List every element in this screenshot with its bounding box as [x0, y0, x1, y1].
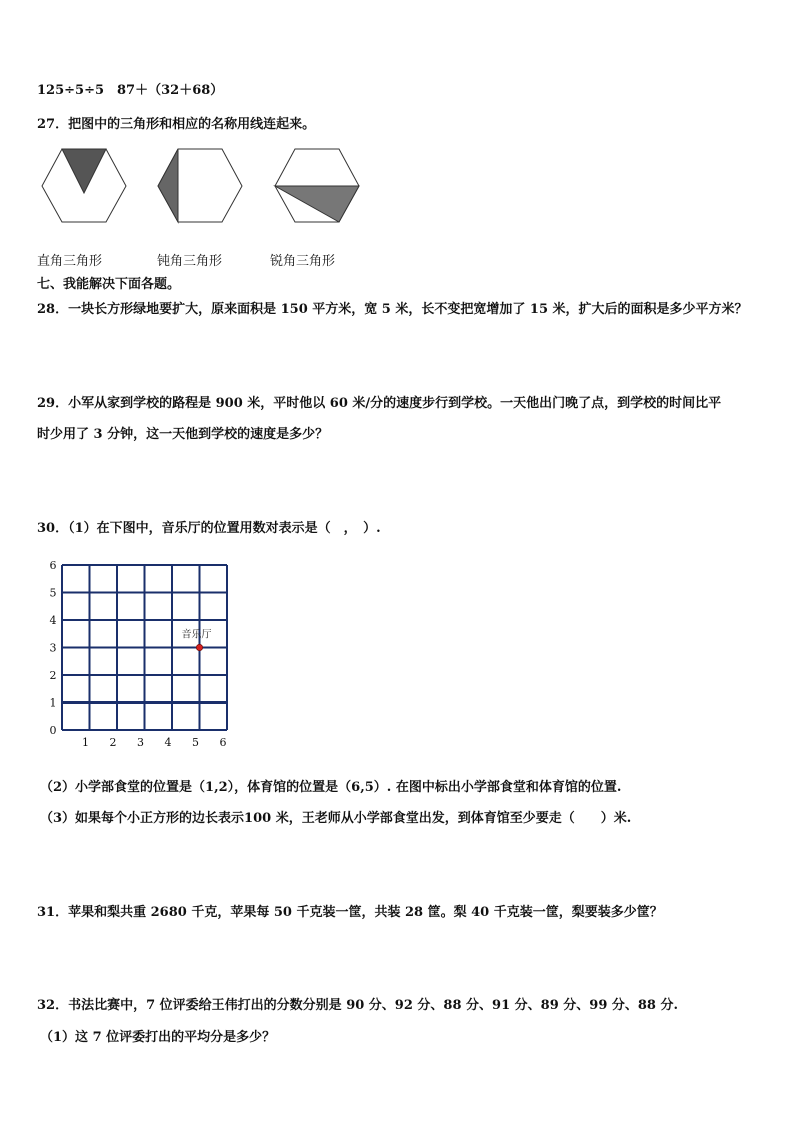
- y-tick-label: 6: [49, 559, 57, 572]
- question-30-part2: （2）小学部食堂的位置是（1,2），体育馆的位置是（6,5）. 在图中标出小学部食堂和体育馆的位置.: [40, 780, 622, 795]
- question-28: 28．一块长方形绿地要扩大，原来面积是 150 平方米，宽 5 米，长不变把宽增加了 15 米，扩大后的面积是多少平方米？: [37, 302, 748, 317]
- question-27: 27．把图中的三角形和相应的名称用线连起来。: [37, 117, 316, 132]
- x-tick-label: 3: [137, 736, 144, 749]
- concert-hall-label: 音乐厅: [181, 629, 212, 641]
- y-tick-label: 3: [49, 641, 57, 655]
- x-tick-label: 4: [164, 736, 172, 749]
- question-32-sub1: （1）这 7 位评委打出的平均分是多少？: [40, 1030, 276, 1045]
- y-tick-label: 4: [49, 614, 57, 627]
- hexagon-figure-3: [273, 147, 363, 225]
- label-right-triangle: 直角三角形: [37, 254, 103, 269]
- section-heading: 七、我能解决下面各题。: [37, 277, 181, 292]
- hexagon-figure-2: [156, 147, 246, 225]
- question-29-line2: 时少用了 3 分钟，这一天他到学校的速度是多少？: [37, 427, 329, 442]
- question-30-part3: （3）如果每个小正方形的边长表示100 米，王老师从小学部食堂出发，到体育馆至少要走（ ）米.: [40, 811, 632, 826]
- label-acute-triangle: 锐角三角形: [270, 254, 336, 269]
- x-tick-label: 5: [192, 736, 199, 749]
- y-tick-label: 1: [49, 696, 57, 710]
- hexagon-figure-1: [40, 147, 130, 225]
- question-32: 32．书法比赛中，7 位评委给王伟打出的分数分别是 90 分、92 分、88 分、91 分、89 分、99 分、88 分.: [37, 998, 679, 1013]
- label-obtuse-triangle: 钝角三角形: [157, 254, 223, 269]
- expression-line: 125÷5÷5 87＋（32＋68）: [37, 83, 224, 98]
- question-29-line1: 29．小军从家到学校的路程是 900 米，平时他以 60 米/分的速度步行到学校。一天他出门晚了点，到学校的时间比平: [37, 396, 722, 411]
- coordinate-grid: [45, 558, 245, 758]
- question-30-part1: 30．（1）在下图中，音乐厅的位置用数对表示是（ ， ）.: [37, 521, 381, 536]
- x-tick-label: 1: [82, 736, 89, 749]
- y-tick-label: 5: [49, 586, 57, 600]
- y-tick-label: 2: [49, 669, 57, 682]
- question-31: 31．苹果和梨共重 2680 千克，苹果每 50 千克装一筐，共装 28 筐。梨 40 千克装一筐，梨要装多少筐？: [37, 905, 663, 920]
- x-tick-label: 6: [219, 736, 227, 749]
- x-tick-label: 2: [109, 736, 117, 749]
- concert-hall-point: [196, 644, 202, 650]
- y-tick-label: 0: [49, 724, 57, 737]
- obtuse-triangle-shaded: [158, 149, 178, 222]
